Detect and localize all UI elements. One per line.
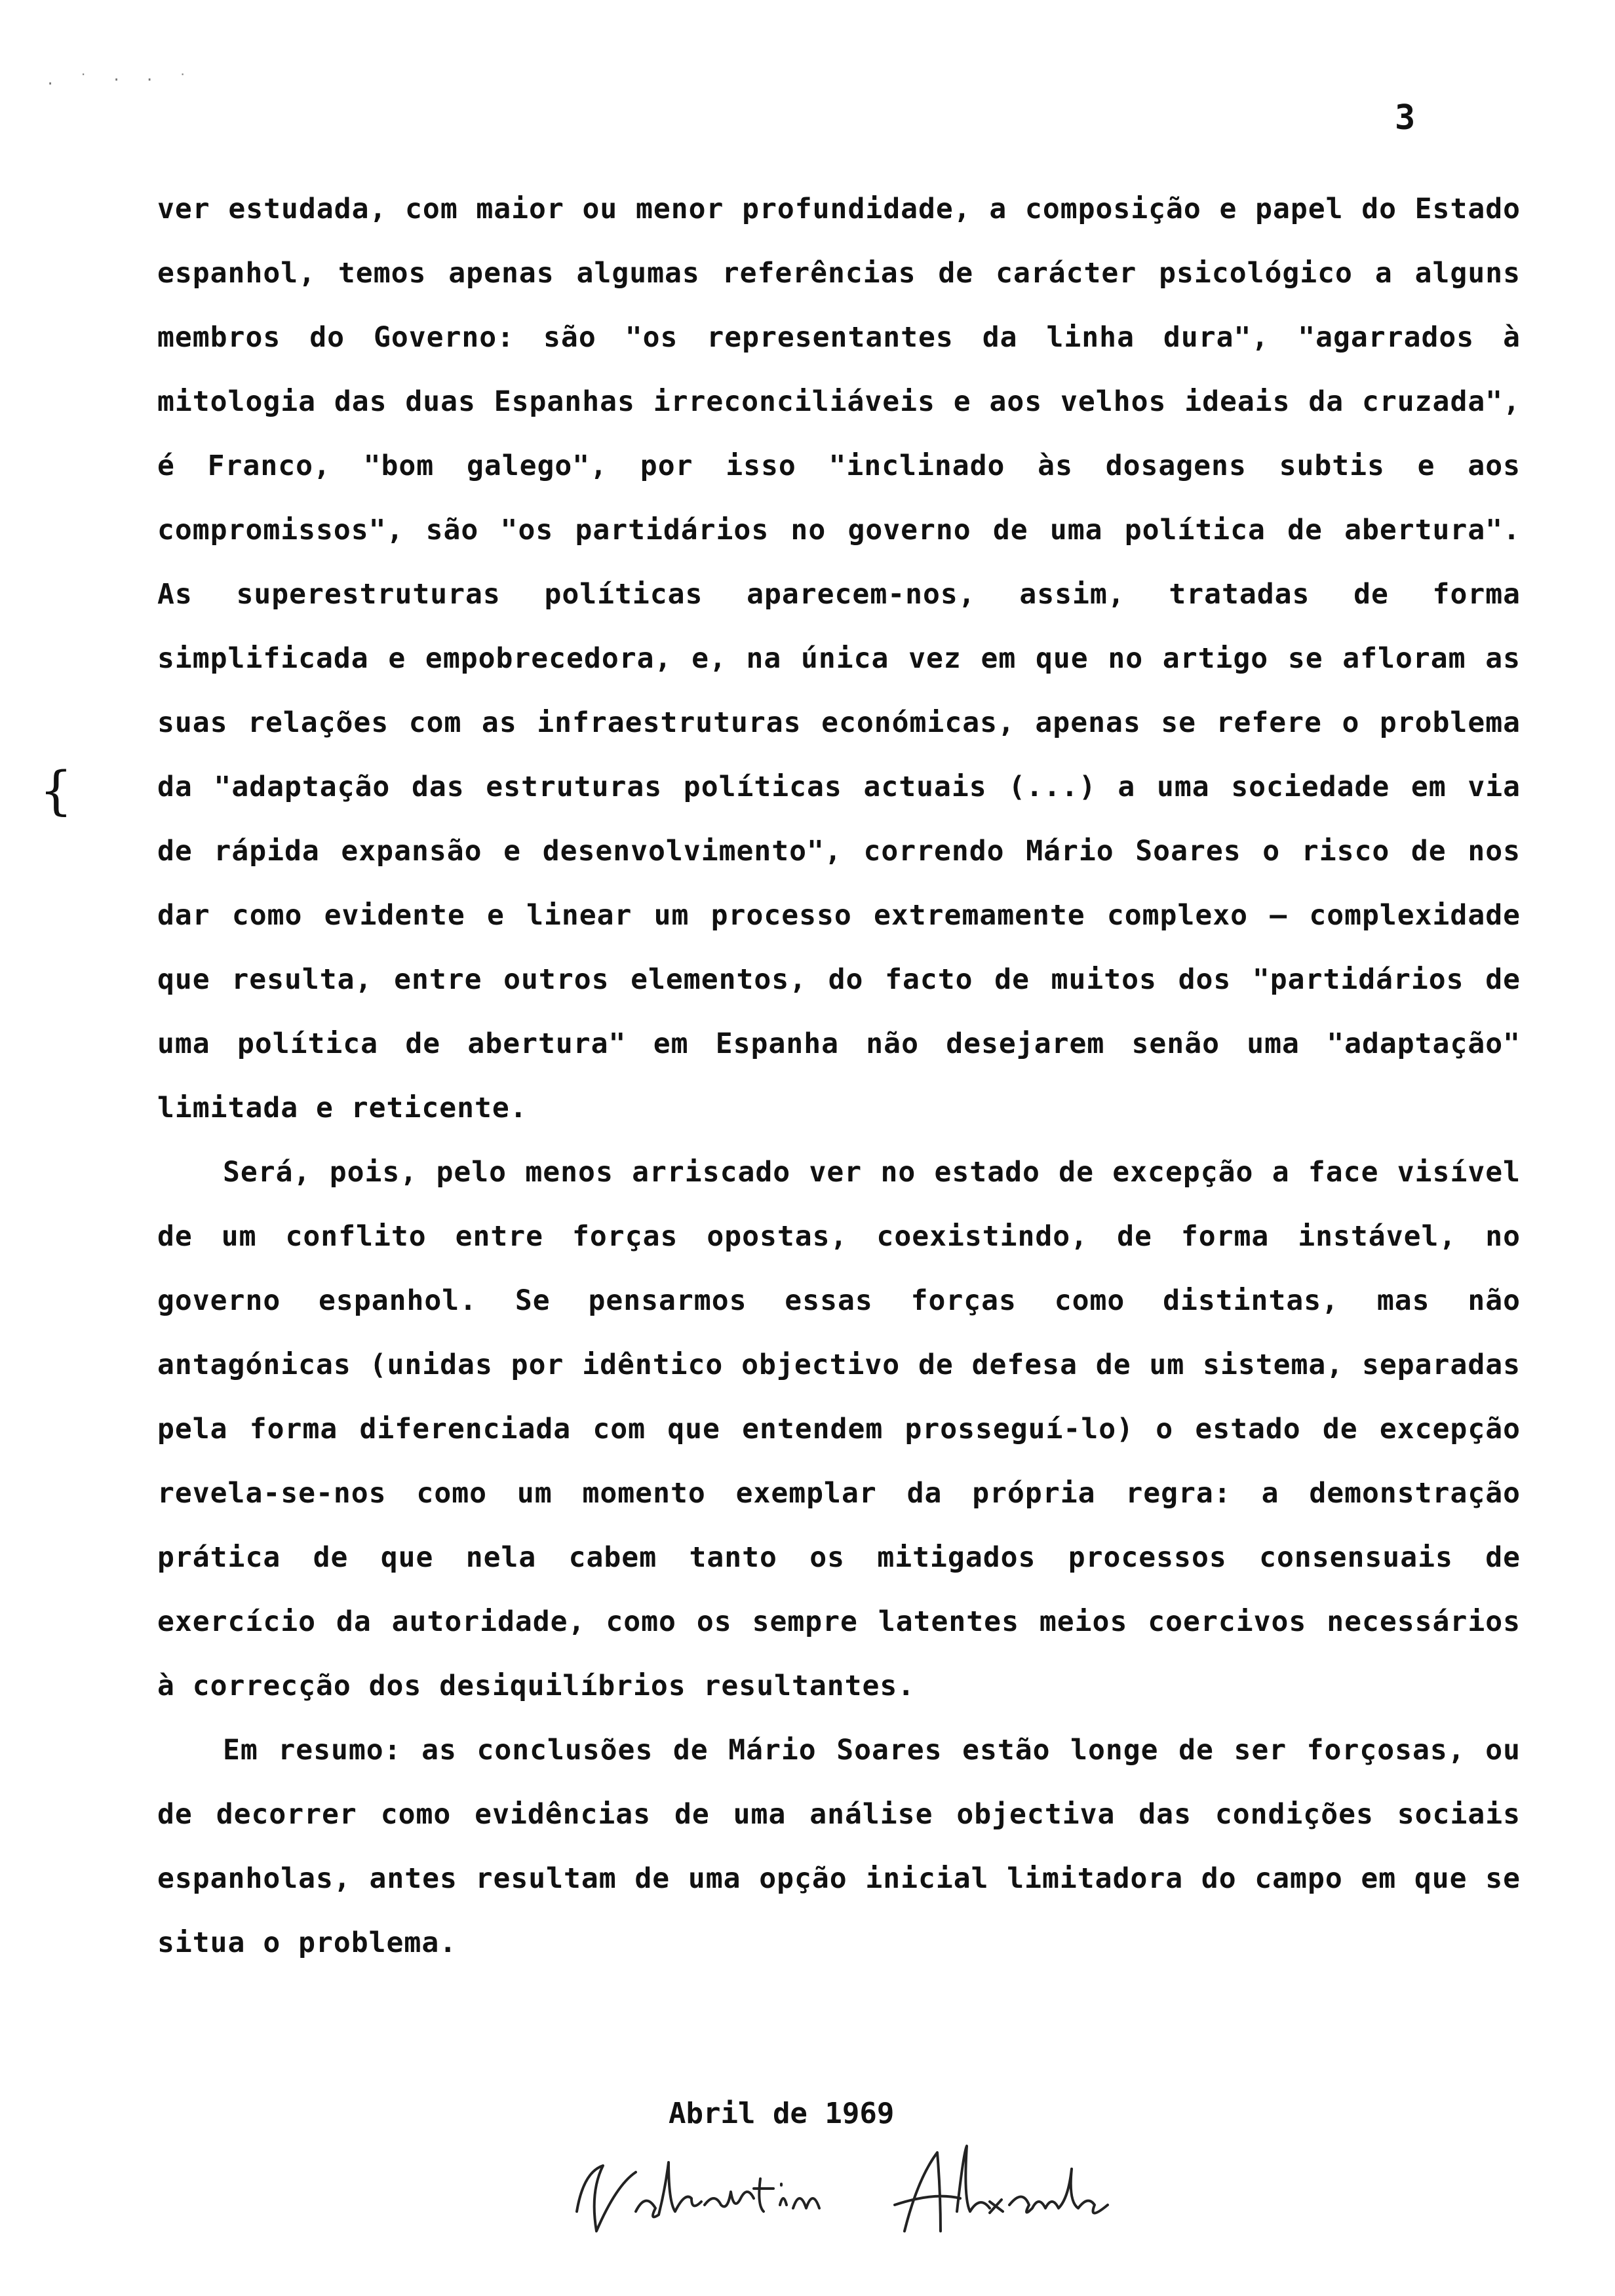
paragraph-1: ver estudada, com maior ou menor profundidade, a composição e papel do Estado espanhol, temos apenas algumas referências de carácter psicológico a alguns membros do Governo: são "os representantes da linha dura", "agarrados à mitologia das duas Espanhas irreconciliáveis e aos velhos ideais da cruzada", é Franco, "bom galego", por isso "inclinado às dosagens subtis e aos compromissos", são "os partidários no governo de uma política de abertura". As superestruturas políticas aparecem-nos, assim, tratadas de forma simplificada e empobrecedora, e, na única vez em que no artigo se afloram as suas relações com as infraestruturas económicas, apenas se refere o problema da "adaptação das estruturas políticas actuais (...) a uma sociedade em via de rápida expansão e desenvolvimento", correndo Mário Soares o risco de nos dar como evidente e linear um processo extremamente complexo — complexidade que resulta, entre outros elementos, do facto de muitos dos "partidários de uma política de abertura" em Espanha não desejarem senão uma "adaptação" limitada e reticente.	[157, 193, 1521, 1124]
page-number: 3	[1395, 98, 1416, 138]
paragraph-2: Será, pois, pelo menos arriscado ver no estado de excepção a face visível de um conflito entre forças opostas, coexistindo, de forma instável, no governo espanhol. Se pensarmos essas forças como distintas, mas não antagónicas (unidas por idêntico objectivo de defesa de um sistema, separadas pela forma diferenciada com que entendem prosseguí-lo) o estado de excepção revela-se-nos como um momento exemplar da própria regra: a demonstração prática de que nela cabem tanto os mitigados processos consensuais de exercício da autoridade, como os sempre latentes meios coercivos necessários à correcção dos desiquilíbrios resultantes.	[157, 1156, 1521, 1702]
paragraph-3: Em resumo: as conclusões de Mário Soares estão longe de ser forçosas, ou de decorrer como evidências de uma análise objectiva das condições sociais espanholas, antes resultam de uma opção inicial limitadora do campo em que se situa o problema.	[157, 1734, 1521, 1959]
date-line: Abril de 1969	[669, 2097, 895, 2130]
margin-bracket-mark: {	[39, 760, 73, 821]
scan-artifact-marks: . ˙ · · ˙	[46, 72, 195, 88]
body-text	[157, 177, 1521, 1975]
handwritten-signature	[564, 2133, 1154, 2257]
